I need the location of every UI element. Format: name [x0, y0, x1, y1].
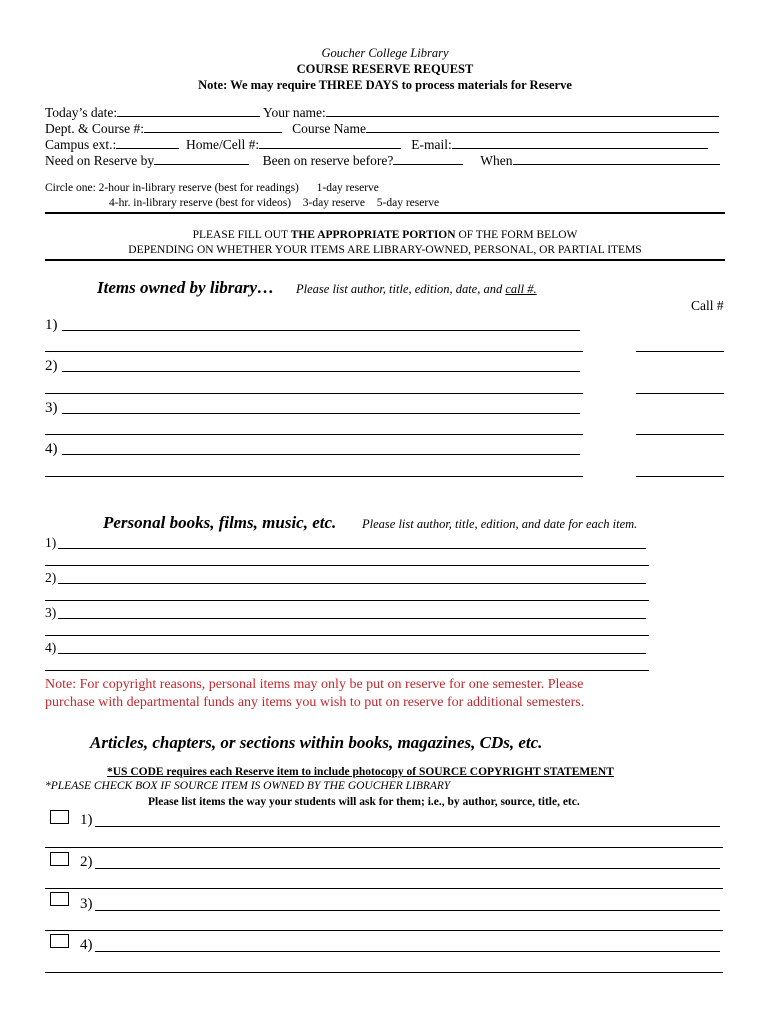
dept-course-field[interactable] [45, 120, 719, 137]
library-item-2-line[interactable] [62, 371, 580, 372]
todays-date-label: Today’s date: [45, 105, 118, 120]
library-item-1-line[interactable] [62, 330, 580, 331]
source-owned-checkbox-3[interactable] [50, 892, 69, 906]
need-by-label: Need on Reserve by [45, 153, 155, 168]
article-item-2-line-2[interactable] [45, 888, 723, 889]
email-label: E-mail: [411, 137, 452, 152]
source-owned-checkbox-4[interactable] [50, 934, 69, 948]
library-item-2-line-2[interactable] [45, 393, 583, 394]
article-item-2-number: 2) [80, 854, 93, 870]
article-item-1-number: 1) [80, 812, 93, 828]
library-instruction-call: call #. [505, 282, 537, 296]
dept-course-label: Dept. & Course #: [45, 121, 144, 136]
article-item-3-line-2[interactable] [45, 930, 723, 931]
circle-one-row-1 [45, 181, 379, 195]
your-name-input[interactable] [326, 104, 719, 117]
library-instruction-text: Please list author, title, edition, date, and [296, 282, 506, 296]
article-item-3-line[interactable] [95, 910, 720, 911]
library-item-3-number: 3) [45, 400, 58, 416]
library-name: Goucher College Library [321, 46, 449, 60]
library-item-4-line-2[interactable] [45, 476, 583, 477]
personal-item-3-number: 3) [45, 605, 57, 620]
circle-one-label: Circle one: [45, 182, 96, 194]
article-item-4-number: 4) [80, 937, 93, 953]
library-item-3-line-2[interactable] [45, 434, 583, 435]
library-item-4-line[interactable] [62, 454, 580, 455]
library-item-2-number: 2) [45, 358, 58, 374]
option-5-day[interactable]: 5-day reserve [376, 197, 440, 209]
library-section-heading: Items owned by library… [97, 278, 275, 297]
personal-item-2-number: 2) [45, 570, 57, 585]
option-1-day[interactable]: 1-day reserve [316, 182, 379, 194]
copyright-note-line-1: Note: For copyright reasons, personal items may only be put on reserve for one semester. Please [45, 677, 584, 692]
us-code-note: *US CODE requires each Reserve item to include photocopy of SOURCE COPYRIGHT STATEMENT [107, 766, 614, 778]
library-item-1-line-2[interactable] [45, 351, 583, 352]
todays-date-field[interactable] [45, 104, 719, 121]
library-item-1-call-line[interactable] [636, 351, 724, 352]
home-cell-input[interactable] [259, 136, 401, 149]
instructions-part-c: OF THE FORM BELOW [455, 229, 578, 241]
library-item-4-call-line[interactable] [636, 476, 724, 477]
campus-ext-input[interactable] [116, 136, 179, 149]
option-3-day[interactable]: 3-day reserve [302, 197, 366, 209]
instructions-line-1 [0, 228, 770, 242]
personal-item-1-number: 1) [45, 535, 57, 550]
library-item-2-call-line[interactable] [636, 393, 724, 394]
need-by-input[interactable] [154, 152, 249, 165]
todays-date-input[interactable] [117, 104, 260, 117]
check-box-note: *PLEASE CHECK BOX IF SOURCE ITEM IS OWNED BY THE GOUCHER LIBRARY [45, 780, 451, 792]
circle-one-row-2 [109, 196, 439, 210]
option-4-hr[interactable]: 4-hr. in-library reserve (best for videos) [109, 197, 292, 209]
campus-ext-field[interactable] [45, 136, 708, 153]
article-item-3-number: 3) [80, 896, 93, 912]
need-by-field[interactable] [45, 152, 720, 169]
library-item-1-number: 1) [45, 317, 58, 333]
campus-ext-label: Campus ext.: [45, 137, 117, 152]
library-item-4-number: 4) [45, 441, 58, 457]
course-name-label: Course Name [292, 121, 366, 136]
article-item-4-line[interactable] [95, 951, 720, 952]
home-cell-label: Home/Cell #: [186, 137, 260, 152]
personal-section-instruction: Please list author, title, edition, and date for each item. [362, 517, 638, 531]
source-owned-checkbox-2[interactable] [50, 852, 69, 866]
personal-item-4-line[interactable] [58, 653, 646, 654]
divider [45, 212, 725, 214]
email-input[interactable] [452, 136, 708, 149]
been-on-reserve-input[interactable] [393, 152, 463, 165]
personal-item-3-line-2[interactable] [45, 635, 649, 636]
personal-item-4-number: 4) [45, 640, 57, 655]
personal-item-1-line[interactable] [58, 548, 646, 549]
dept-course-input[interactable] [144, 120, 282, 133]
been-on-reserve-label: Been on reserve before? [262, 153, 394, 168]
processing-note: Note: We may require THREE DAYS to process materials for Reserve [198, 78, 572, 92]
list-items-note: Please list items the way your students will ask for them; i.e., by author, source, title, etc. [148, 796, 580, 808]
instructions-part-a: PLEASE FILL OUT [192, 229, 291, 241]
article-item-1-line-2[interactable] [45, 847, 723, 848]
course-name-input[interactable] [366, 120, 719, 133]
when-input[interactable] [513, 152, 720, 165]
library-item-3-call-line[interactable] [636, 434, 724, 435]
article-item-1-line[interactable] [95, 826, 720, 827]
call-number-label: Call # [691, 298, 724, 313]
personal-item-3-line[interactable] [58, 618, 646, 619]
articles-section-heading: Articles, chapters, or sections within books, magazines, CDs, etc. [90, 733, 543, 752]
article-item-2-line[interactable] [95, 868, 720, 869]
personal-item-1-line-2[interactable] [45, 565, 649, 566]
your-name-label: Your name: [263, 105, 326, 120]
instructions-part-b: THE APPROPRIATE PORTION [290, 229, 456, 241]
option-2-hour[interactable]: 2-hour in-library reserve (best for readings) [98, 182, 299, 194]
source-owned-checkbox-1[interactable] [50, 810, 69, 824]
article-item-4-line-2[interactable] [45, 972, 723, 973]
instructions-line-2: DEPENDING ON WHETHER YOUR ITEMS ARE LIBRARY-OWNED, PERSONAL, OR PARTIAL ITEMS [128, 244, 642, 256]
personal-section-heading: Personal books, films, music, etc. [103, 513, 337, 532]
personal-item-2-line[interactable] [58, 583, 646, 584]
copyright-note-line-2: purchase with departmental funds any items you wish to put on reserve for additional semesters. [45, 695, 585, 710]
personal-item-2-line-2[interactable] [45, 600, 649, 601]
form-title: COURSE RESERVE REQUEST [296, 62, 474, 76]
when-label: When [480, 153, 513, 168]
personal-item-4-line-2[interactable] [45, 670, 649, 671]
library-item-3-line[interactable] [62, 413, 580, 414]
library-section-instruction [296, 282, 537, 297]
divider [45, 259, 725, 261]
